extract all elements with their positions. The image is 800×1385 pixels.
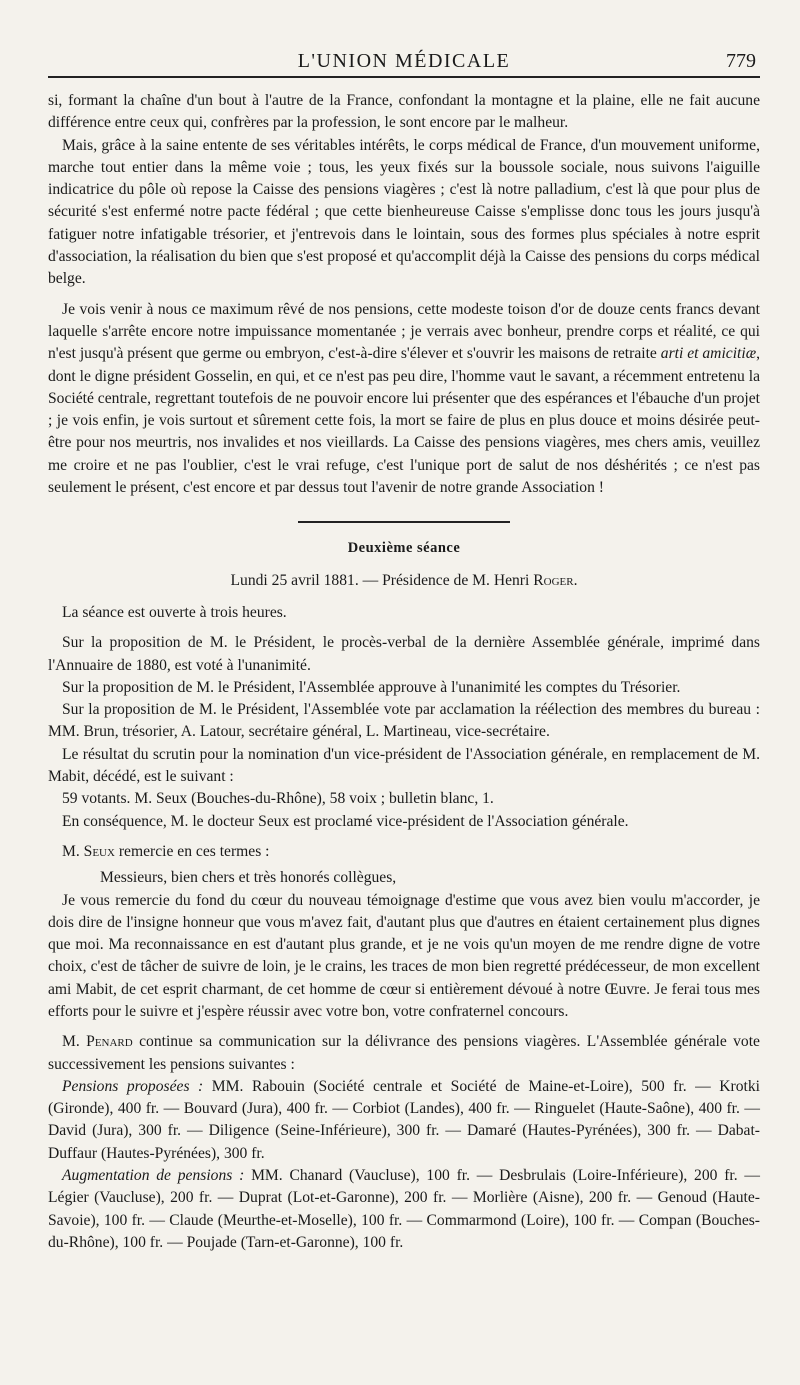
paragraph-augmentation-pensions: [48, 1165, 760, 1254]
pensions-proposees-label: Pensions proposées :: [62, 1077, 204, 1095]
penard-text: continue sa communication sur la délivrance des pensions viagères. L'Assemblée générale vote successivement les pensions suivantes :: [48, 1033, 760, 1073]
article-body: [48, 90, 760, 1254]
paragraph-proclamation: En conséquence, M. le docteur Seux est proclamé vice-président de l'Association générale.: [62, 812, 629, 830]
session-date-line: [48, 570, 760, 592]
session-date: Lundi 25 avril 1881. — Présidence de M. Henri: [230, 571, 534, 589]
paragraph-reelection-bureau: Sur la proposition de M. le Président, l'Assemblée vote par acclamation la réélection des membres du bureau : MM. Brun, trésorier, A. Latour, secrétaire général, L. Martineau, vice-secrétaire.: [48, 701, 760, 741]
paragraph-pensions-proposees: [48, 1076, 760, 1165]
paragraph-continuation: si, formant la chaîne d'un bout à l'autre de la France, confondant la montagne et la plaine, elle ne fait aucune différence entre ceux qui, confrères par la profession, le sont encore par le malheur.: [48, 92, 760, 132]
speech-greeting: Messieurs, bien chers et très honorés collègues,: [100, 869, 397, 887]
seux-intro-text: remercie en ces termes :: [114, 842, 270, 860]
paragraph-proces-verbal: Sur la proposition de M. le Président, le procès-verbal de la dernière Assemblée générale, imprimé dans l'Annuaire de 1880, est voté à l'unanimité.: [48, 634, 760, 674]
section-title: Deuxième séance: [347, 540, 461, 557]
section-divider: [298, 521, 510, 523]
retraite-italic-motto: arti et amicitiæ: [660, 345, 757, 363]
paragraph-corps-medical: Mais, grâce à la saine entente de ses véritables intérêts, le corps médical de France, d'un mouvement uniforme, marche tout entier dans la même voie ; tous, les yeux fixés sur la boussole sociale, nous suivons l'aiguille indicatrice du pôle où repose la Caisse des pensions viagères ; c'est là notre palladium, c'est là que pour plus de sécurité s'est enfermé notre pacte fédéral ; que cette bienheureuse Caisse s'emplisse donc tous les jours jusqu'à fatiguer notre infatigable trésorier, et j'entrevois dans le lointain, sous des formes plus spéciales à notre esprit d'association, la réalisation du bien que s'est proposé et qu'accomplit déjà la Caisse des pensions du corps médical belge.: [48, 136, 760, 288]
augmentation-label: Augmentation de pensions :: [62, 1167, 245, 1185]
seux-name: M. Seux: [62, 842, 115, 860]
paragraph-votes: 59 votants. M. Seux (Bouches-du-Rhône), 58 voix ; bulletin blanc, 1.: [62, 790, 494, 808]
president-name: Roger.: [533, 571, 578, 589]
paragraph-penard: [48, 1031, 760, 1076]
paragraph-scrutin: Le résultat du scrutin pour la nomination d'un vice-président de l'Association générale, en remplacement de M. Mabit, décédé, est le suivant :: [48, 745, 760, 786]
paragraph-comptes-tresorier: Sur la proposition de M. le Président, l'Assemblée approuve à l'unanimité les comptes du Trésorier.: [62, 678, 681, 696]
speech-body: Je vous remercie du fond du cœur du nouveau témoignage d'estime que vous avez bien voulu m'accorder, je dois dire de l'insigne honneur que vous m'avez fait, d'autant plus que d'autres en étaient certainement plus dignes que moi. Ma reconnaissance en est d'autant plus grande, et je ne vois qu'un moyen de me rendre digne de votre choix, c'est de tâcher de suivre de loin, je le crains, les traces de mon bien regretté prédécesseur, de mon excellent ami Mabit, de cet esprit charmant, de cet homme de cœur si entièrement dévoué à notre Œuvre. Je ferai tous mes efforts pour le suivre et j'espère réussir avec votre bon, votre confraternel concours.: [48, 891, 760, 1020]
page-number: 779: [726, 50, 756, 72]
retraite-text-after: , dont le digne président Gosselin, en qui, et ce n'est pas peu dire, l'homme vaut le savant, a récemment entretenu la Société centrale, regrettant toutefois de ne pouvoir encore lui présenter que des espérances et l'ébauche d'un projet ; je vois enfin, je vois surtout et sûrement cette fois, la mort se faire de plus en plus douce et moins désirée peut-être pour nos meurtris, nos invalides et nos vieillards. La Caisse des pensions viagères, mes chers amis, veuillez me croire et ne pas l'oublier, c'est le vrai refuge, c'est l'unique port de salut de nos déshérités ; ce n'est pas seulement le présent, c'est encore et par dessus tout l'avenir de notre grande Association !: [48, 345, 761, 497]
penard-name: M. Penard: [62, 1033, 133, 1051]
paragraph-maisons-retraite: [48, 299, 760, 500]
paragraph-seux-intro: [48, 841, 760, 863]
pensions-proposees-text: MM. Rabouin (Société centrale et Société de Maine-et-Loire), 500 fr. — Krotki (Gironde), 400 fr. — Bouvard (Jura), 400 fr. — Corbiot (Landes), 400 fr. — Ringuelet (Haute-Saône), 400 fr. — David (Jura), 300 fr. — Diligence (Seine-Inférieure), 300 fr. — Damaré (Hautes-Pyrénées), 300 fr. — Dabat-Duffaur (Hautes-Pyrénées), 300 fr.: [48, 1077, 761, 1162]
running-header: [48, 40, 760, 78]
journal-title: L'UNION MÉDICALE: [297, 50, 511, 72]
session-opening: La séance est ouverte à trois heures.: [62, 603, 287, 621]
augmentation-text: MM. Chanard (Vaucluse), 100 fr. — Desbrulais (Loire-Inférieure), 200 fr. — Légier (Vaucluse), 200 fr. — Duprat (Lot-et-Garonne), 200 fr. — Morlière (Aisne), 200 fr. — Genoud (Haute-Savoie), 100 fr. — Claude (Meurthe-et-Moselle), 100 fr. — Commarmond (Loire), 100 fr. — Compan (Bouches-du-Rhône), 100 fr. — Poujade (Tarn-et-Garonne), 100 fr.: [48, 1167, 761, 1251]
retraite-text-before: Je vois venir à nous ce maximum rêvé de nos pensions, cette modeste toison d'or de douze cents francs devant laquelle s'arrête encore notre impuissance momentanée ; je verrais avec bonheur, prendre corps et réalité, ce qui n'est jusqu'à présent que germe ou embryon, c'est-à-dire s'élever et s'ouvrir les maisons de retraite: [48, 300, 760, 363]
